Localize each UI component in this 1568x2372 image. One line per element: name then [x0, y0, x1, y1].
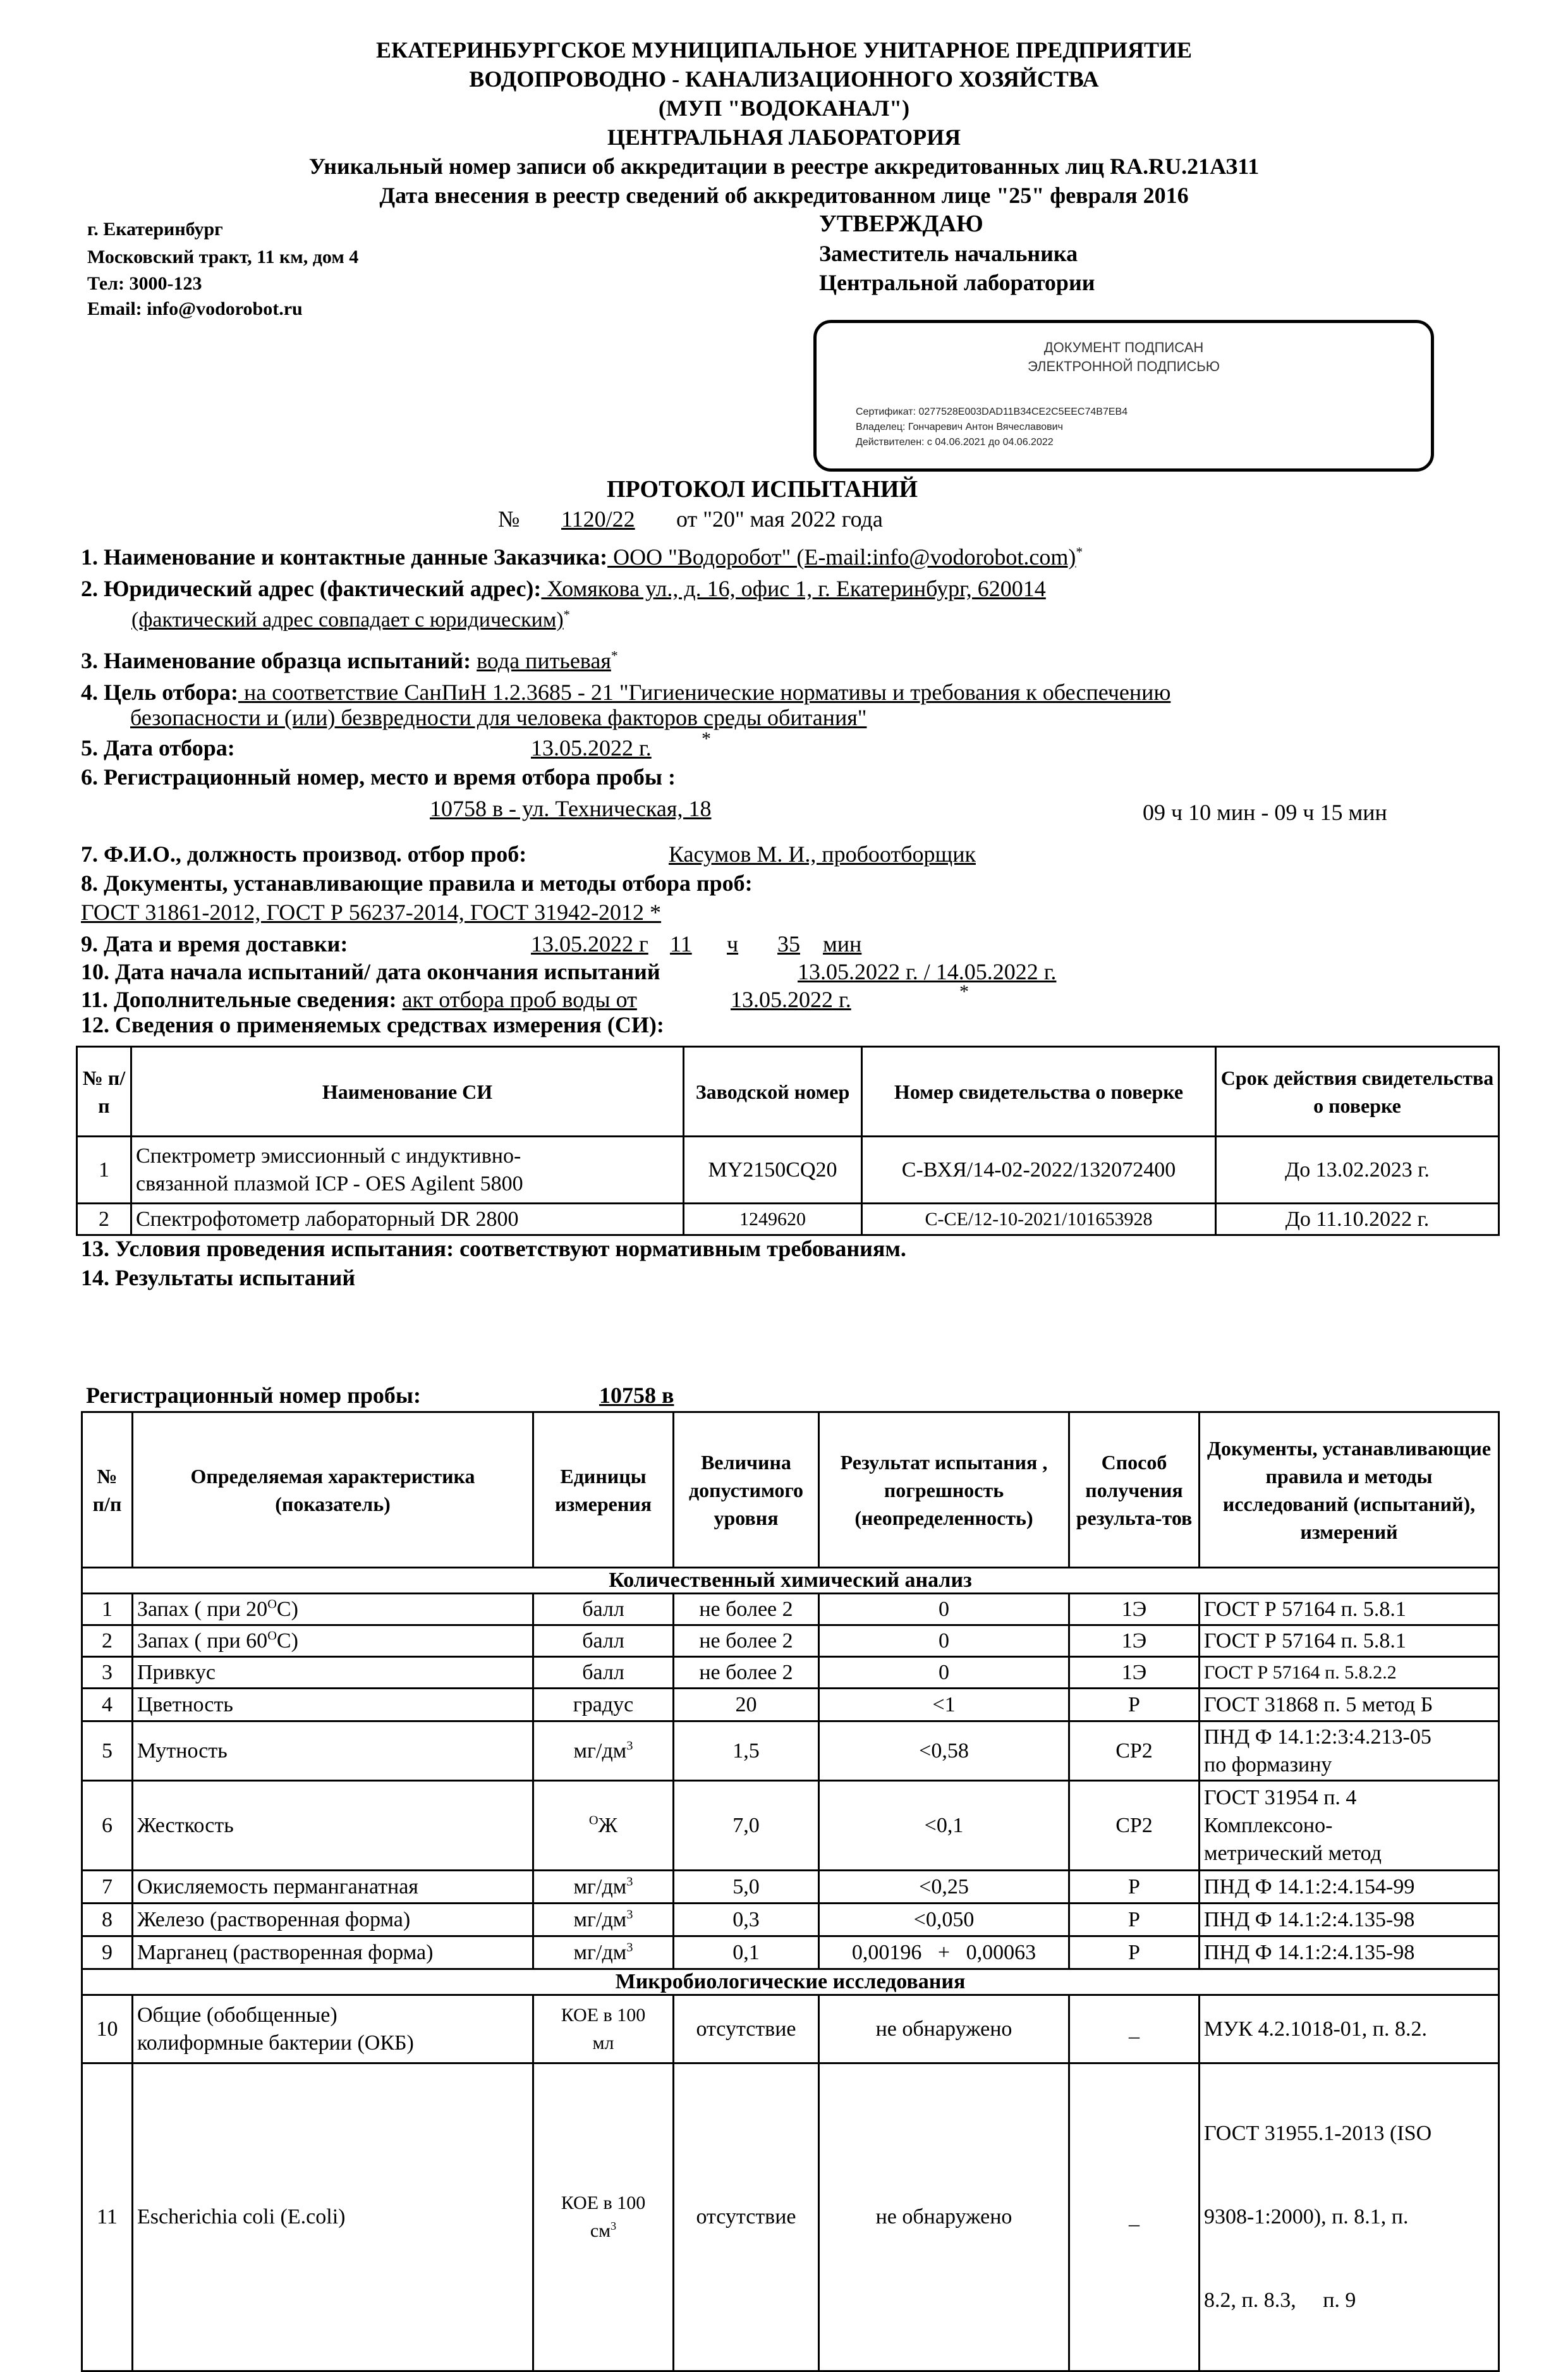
table-row — [82, 1689, 1499, 1721]
signature-validity: Действителен: с 04.06.2021 до 04.06.2022 — [856, 437, 1054, 448]
res-param: Жесткость — [133, 1781, 533, 1871]
si-col-valid: Срок действия свидетельства о поверке — [1216, 1047, 1499, 1137]
item-1-value: ООО "Водоробот" (E-mail:info@vodorobot.com) — [607, 544, 1076, 570]
res-limit: 5,0 — [674, 1871, 819, 1904]
item-2-label: 2. Юридический адрес (фактический адрес): — [81, 576, 542, 601]
res-result: 0 — [819, 1657, 1069, 1689]
res-result: не обнаружено — [819, 2063, 1069, 2371]
table-row — [82, 1936, 1499, 1969]
protocol-date: от "20" мая 2022 года — [676, 506, 883, 532]
si-row-serial: 1249620 — [684, 1204, 862, 1235]
item-11 — [81, 986, 637, 1013]
res-doc: ГОСТ Р 57164 п. 5.8.2.2 — [1200, 1657, 1499, 1689]
item-9-minutes: 35 — [777, 931, 800, 957]
item-3-asterisk: * — [611, 648, 618, 663]
item-6-time: 09 ч 10 мин - 09 ч 15 мин — [1143, 800, 1387, 825]
item-3 — [81, 647, 618, 674]
approve-title: УТВЕРЖДАЮ — [819, 211, 983, 237]
res-col-method: Способ получения результа-тов — [1069, 1412, 1200, 1568]
res-col-n: № п/п — [82, 1412, 133, 1568]
table-row — [77, 1137, 1499, 1204]
res-param: Escherichia coli (E.coli) — [133, 2063, 533, 2371]
res-n: 6 — [82, 1781, 133, 1871]
item-7-label: 7. Ф.И.О., должность производ. отбор проб: — [81, 841, 527, 867]
item-11-label: 11. Дополнительные сведения: — [81, 987, 397, 1012]
lab-name: ЦЕНТРАЛЬНАЯ ЛАБОРАТОРИЯ — [607, 125, 961, 150]
res-units: градус — [533, 1689, 674, 1721]
table-row — [82, 1721, 1499, 1781]
address-street: Московский тракт, 11 км, дом 4 — [87, 247, 359, 267]
item-5 — [81, 735, 235, 761]
protocol-number: 1120/22 — [561, 506, 635, 532]
res-result: <0,25 — [819, 1871, 1069, 1904]
item-6-reg-number: 10758 в — [430, 796, 503, 821]
res-doc: ПНД Ф 14.1:2:3:4.213-05 по формазину — [1200, 1721, 1499, 1781]
res-param: Железо (растворенная форма) — [133, 1904, 533, 1936]
res-col-limit: Величина допустимого уровня — [674, 1412, 819, 1568]
approve-position-line1: Заместитель начальника — [819, 241, 1078, 266]
res-method: _ — [1069, 1995, 1200, 2063]
res-limit: отсутствие — [674, 1995, 819, 2063]
org-name-line3: (МУП "ВОДОКАНАЛ") — [658, 95, 910, 121]
res-method: 1Э — [1069, 1657, 1200, 1689]
res-method: Р — [1069, 1936, 1200, 1969]
item-5-value: 13.05.2022 г. — [531, 735, 652, 761]
res-limit: 7,0 — [674, 1781, 819, 1871]
res-units: $мг/дм^3$ — [533, 1904, 674, 1936]
res-method: Р — [1069, 1689, 1200, 1721]
item-10-label: 10. Дата начала испытаний/ дата окончания испытаний — [81, 959, 660, 984]
res-doc: МУК 4.2.1018-01, п. 8.2. — [1200, 1995, 1499, 2063]
res-limit: 20 — [674, 1689, 819, 1721]
res-doc: ПНД Ф 14.1:2:4.135-98 — [1200, 1936, 1499, 1969]
res-doc: ГОСТ 31954 п. 4 Комплексоно- метрический метод — [1200, 1781, 1499, 1871]
table-row — [82, 1904, 1499, 1936]
signature-owner: Владелец: Гончаревич Антон Вячеславович — [856, 422, 1063, 432]
res-result: <0,58 — [819, 1721, 1069, 1781]
table-row — [82, 2063, 1499, 2371]
res-limit: 0,3 — [674, 1904, 819, 1936]
res-units: балл — [533, 1625, 674, 1657]
si-row-name-line1: Спектрометр эмиссионный с индуктивно- — [136, 1144, 521, 1168]
address-phone: Тел: 3000-123 — [87, 273, 202, 294]
item-4 — [81, 679, 1170, 706]
res-doc: ГОСТ 31955.1-2013 (ISO 9308-1:2000), п. 8.1, п. 8.2, п. 8.3, п. 9 — [1200, 2063, 1499, 2371]
item-2-value: Хомякова ул., д. 16, офис 1, г. Екатеринбург, 620014 — [541, 576, 1046, 601]
res-limit: 1,5 — [674, 1721, 819, 1781]
res-n: 7 — [82, 1871, 133, 1904]
si-row-cert: С-ВХЯ/14-02-2022/132072400 — [862, 1137, 1216, 1204]
table-row — [77, 1204, 1499, 1235]
res-limit: 0,1 — [674, 1936, 819, 1969]
res-method: 1Э — [1069, 1594, 1200, 1625]
signature-title-line1: ДОКУМЕНТ ПОДПИСАН — [1043, 339, 1204, 355]
accreditation-date: Дата внесения в реестр сведений об аккредитованном лице "25" февраля 2016 — [379, 183, 1189, 208]
table-row — [82, 1625, 1499, 1657]
si-row-name — [131, 1137, 684, 1204]
si-row-name: Спектрофотометр лабораторный DR 2800 — [131, 1204, 684, 1235]
res-param: Окисляемость перманганатная — [133, 1871, 533, 1904]
item-2 — [81, 575, 1046, 602]
item-11-date: 13.05.2022 г. — [731, 987, 851, 1012]
protocol-title: ПРОТОКОЛ ИСПЫТАНИЙ — [607, 476, 918, 503]
res-method: 1Э — [1069, 1625, 1200, 1657]
item-9-hours: 11 — [670, 931, 692, 957]
si-col-n: № п/п — [77, 1047, 131, 1137]
item-9-label: 9. Дата и время доставки: — [81, 931, 348, 957]
item-6-label: 6. Регистрационный номер, место и время отбора пробы : — [81, 764, 676, 790]
address-city: г. Екатеринбург — [87, 219, 223, 240]
res-result: не обнаружено — [819, 1995, 1069, 2063]
res-doc: ПНД Ф 14.1:2:4.135-98 — [1200, 1904, 1499, 1936]
item-5-asterisk: * — [702, 728, 711, 749]
res-doc: ГОСТ 31868 п. 5 метод Б — [1200, 1689, 1499, 1721]
res-units: КОЕ в 100 $см^3$ — [533, 2063, 674, 2371]
item-4-label: 4. Цель отбора: — [81, 680, 238, 705]
si-table — [76, 1046, 1500, 1236]
item-7 — [81, 841, 526, 867]
item-12-label: 12. Сведения о применяемых средствах измерения (СИ): — [81, 1012, 664, 1037]
res-limit: не более 2 — [674, 1625, 819, 1657]
res-limit: не более 2 — [674, 1657, 819, 1689]
item-6-values — [430, 795, 711, 822]
res-result: <0,050 — [819, 1904, 1069, 1936]
res-n: 1 — [82, 1594, 133, 1625]
res-result: 0 — [819, 1594, 1069, 1625]
res-param: Запах ( при $60^ОС$) — [133, 1625, 533, 1657]
item-11-asterisk: * — [959, 981, 969, 1002]
table-row — [82, 1781, 1499, 1871]
item-3-value: вода питьевая — [477, 648, 611, 673]
res-n: 11 — [82, 2063, 133, 2371]
res-param: Марганец (растворенная форма) — [133, 1936, 533, 1969]
si-col-serial: Заводской номер — [684, 1047, 862, 1137]
res-n: 5 — [82, 1721, 133, 1781]
res-n: 3 — [82, 1657, 133, 1689]
results-table-header — [82, 1412, 1499, 1568]
item-7-value: Касумов М. И., пробоотборщик — [669, 841, 976, 867]
table-row — [82, 1871, 1499, 1904]
res-units: $мг/дм^3$ — [533, 1936, 674, 1969]
protocol-number-sign: № — [498, 506, 520, 532]
table-row — [82, 1657, 1499, 1689]
si-row-n: 1 — [77, 1137, 131, 1204]
res-param: Запах ( при $20^ОС$) — [133, 1594, 533, 1625]
item-1 — [81, 544, 1083, 570]
item-2-note — [81, 608, 570, 632]
si-table-header — [77, 1047, 1499, 1137]
si-row-n: 2 — [77, 1204, 131, 1235]
res-col-result: Результат испытания , погрешность (неопределенность) — [819, 1412, 1069, 1568]
res-col-docs: Документы, устанавливающие правила и методы исследований (испытаний), измерений — [1200, 1412, 1499, 1568]
res-col-param: Определяемая характеристика (показатель) — [133, 1412, 533, 1568]
item-2-note-text: (фактический адрес совпадает с юридическим) — [131, 608, 564, 632]
res-doc: ГОСТ Р 57164 п. 5.8.1 — [1200, 1625, 1499, 1657]
results-reg-value: 10758 в — [599, 1383, 674, 1408]
results-reg-label: Регистрационный номер пробы: — [86, 1383, 421, 1408]
signature-certificate: Сертификат: 0277528E003DAD11B34CE2C5EEC74B7EB4 — [856, 407, 1128, 417]
item-6-place: - ул. Техническая, 18 — [503, 796, 712, 821]
item-1-label: 1. Наименование и контактные данные Заказчика: — [81, 544, 608, 570]
results-table — [81, 1411, 1500, 2372]
res-method: _ — [1069, 2063, 1200, 2371]
si-row-cert: С-СЕ/12-10-2021/101653928 — [862, 1204, 1216, 1235]
org-name-line1: ЕКАТЕРИНБУРГСКОЕ МУНИЦИПАЛЬНОЕ УНИТАРНОЕ ПРЕДПРИЯТИЕ — [375, 37, 1193, 63]
item-4-value-cont: безопасности и (или) безвредности для человека факторов среды обитания" — [130, 705, 867, 730]
section-chemical: Количественный химический анализ — [82, 1568, 1499, 1594]
si-col-name: Наименование СИ — [131, 1047, 684, 1137]
res-units: балл — [533, 1657, 674, 1689]
si-row-valid: До 13.02.2023 г. — [1216, 1137, 1499, 1204]
si-row-serial: MY2150CQ20 — [684, 1137, 862, 1204]
item-8-value: ГОСТ 31861-2012, ГОСТ Р 56237-2014, ГОСТ 31942-2012 * — [81, 900, 662, 925]
res-units: $мг/дм^3$ — [533, 1871, 674, 1904]
res-result: 0,00196 + 0,00063 — [819, 1936, 1069, 1969]
item-9-minutes-unit: мин — [823, 931, 862, 957]
digital-signature-stamp — [813, 320, 1434, 472]
item-3-label: 3. Наименование образца испытаний: — [81, 648, 471, 673]
res-units: $^О$Ж — [533, 1781, 674, 1871]
si-row-valid: До 11.10.2022 г. — [1216, 1204, 1499, 1235]
res-param: Общие (обобщенные) колиформные бактерии (ОКБ) — [133, 1995, 533, 2063]
res-doc: ГОСТ Р 57164 п. 5.8.1 — [1200, 1594, 1499, 1625]
item-4-value: на соответствие СанПиН 1.2.3685 - 21 "Гигиенические нормативы и требования к обеспечению — [238, 680, 1171, 705]
res-n: 9 — [82, 1936, 133, 1969]
table-row — [82, 1594, 1499, 1625]
res-param: Привкус — [133, 1657, 533, 1689]
res-result: 0 — [819, 1625, 1069, 1657]
section-microbiology: Микробиологические исследования — [82, 1969, 1499, 1995]
res-n: 2 — [82, 1625, 133, 1657]
res-result: <1 — [819, 1689, 1069, 1721]
res-doc: ПНД Ф 14.1:2:4.154-99 — [1200, 1871, 1499, 1904]
res-col-units: Единицы измерения — [533, 1412, 674, 1568]
res-units: КОЕ в 100 мл — [533, 1995, 674, 2063]
res-n: 8 — [82, 1904, 133, 1936]
item-13: 13. Условия проведения испытания: соответствуют нормативным требованиям. — [81, 1236, 906, 1261]
item-2-asterisk: * — [563, 608, 570, 622]
item-5-label: 5. Дата отбора: — [81, 735, 235, 761]
res-units: $мг/дм^3$ — [533, 1721, 674, 1781]
item-11-value: акт отбора проб воды от — [402, 987, 637, 1012]
accreditation-number: Уникальный номер записи об аккредитации в реестре аккредитованных лиц RA.RU.21АЗ11 — [308, 154, 1260, 179]
org-name-line2: ВОДОПРОВОДНО - КАНАЛИЗАЦИОННОГО ХОЗЯЙСТВА — [469, 66, 1099, 92]
res-n: 10 — [82, 1995, 133, 2063]
res-method: СР2 — [1069, 1781, 1200, 1871]
item-9-hours-unit: ч — [727, 931, 739, 957]
res-method: Р — [1069, 1904, 1200, 1936]
item-8-label: 8. Документы, устанавливающие правила и методы отбора проб: — [81, 871, 753, 896]
table-row — [82, 1995, 1499, 2063]
item-10-value: 13.05.2022 г. / 14.05.2022 г. — [798, 959, 1057, 984]
si-row-name-line2: связанной плазмой ICP - OES Agilent 5800 — [136, 1171, 523, 1195]
item-1-asterisk: * — [1076, 544, 1083, 559]
res-units: балл — [533, 1594, 674, 1625]
res-n: 4 — [82, 1689, 133, 1721]
res-result: <0,1 — [819, 1781, 1069, 1871]
res-param: Цветность — [133, 1689, 533, 1721]
res-param: Мутность — [133, 1721, 533, 1781]
item-9-date: 13.05.2022 г — [531, 931, 648, 957]
signature-title-line2: ЭЛЕКТРОННОЙ ПОДПИСЬЮ — [1027, 358, 1220, 374]
res-limit: не более 2 — [674, 1594, 819, 1625]
si-col-cert: Номер свидетельства о поверке — [862, 1047, 1216, 1137]
approve-position-line2: Центральной лаборатории — [819, 270, 1095, 295]
res-method: СР2 — [1069, 1721, 1200, 1781]
item-14: 14. Результаты испытаний — [81, 1265, 356, 1290]
res-method: Р — [1069, 1871, 1200, 1904]
res-limit: отсутствие — [674, 2063, 819, 2371]
address-email: Email: info@vodorobot.ru — [87, 298, 303, 319]
